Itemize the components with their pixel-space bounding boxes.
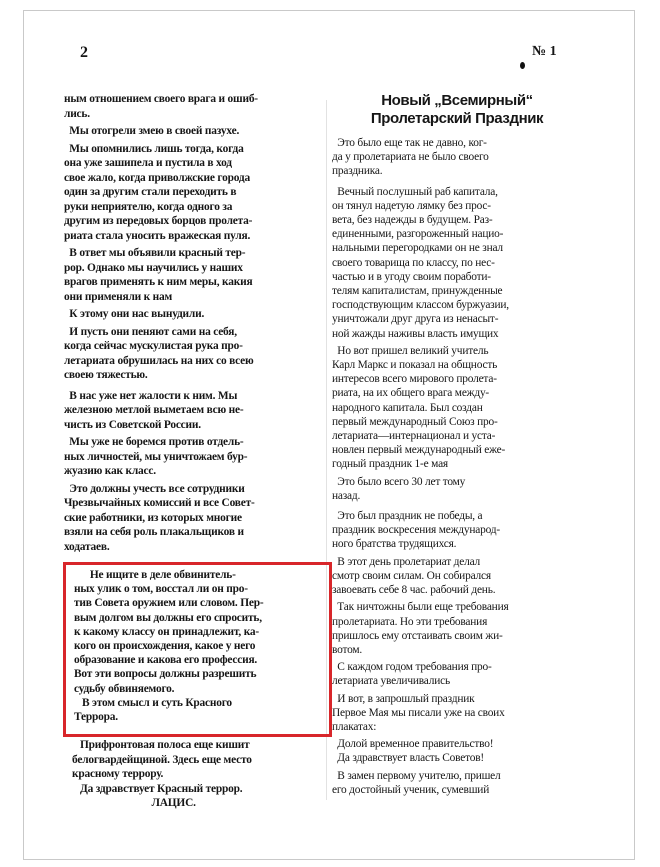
right-paragraph-9: И вот, в запрошлый праздник Первое Мая мы писали уже на своих плакатах: (332, 692, 505, 733)
right-paragraph-1: Это было еще так не давно, ког- да у пролетариата не было своего праздника. (332, 137, 489, 178)
left-closing: Прифронтовая полоса еще кишит белогвардейщиной. Здесь еще место красному террору. Да здравствует Красный террор. ЛАЦИС. (72, 739, 252, 809)
right-paragraph-3: Но вот пришел великий учитель Карл Маркс и показал на общность интересов всего мирового пролета- риата, на их общего врага между- народного капитала. Был создан первый международный Союз про- летариата—интернационал и уста- новлен первый международный еже- годный праздник 1-е мая (332, 344, 506, 471)
right-paragraph-4: Это было всего 30 лет тому назад. (332, 475, 466, 502)
left-paragraph-4: В ответ мы объявили красный тер- рор. Однако мы научились у наших врагов применять к ним меры, какия они применяли к нам (64, 247, 253, 303)
left-paragraph-8: Мы уже не боремся против отдель- ных личностей, мы уничтожаем бур- жуазию как класс. (64, 436, 248, 477)
page-number: 2 (80, 44, 88, 61)
article-title: Новый „Всемирный“ Пролетарский Праздник (370, 92, 544, 127)
ink-blot (520, 62, 525, 69)
highlighted-quote: Не ищите в деле обвинитель- ных улик о том, восстал ли он про- тив Совета оружием или словом. Пер- вым долгом вы должны его спросить, к какому классу он принадлежит, ка- кого он происхождения, какое у него образование и какова его профессия. Вот эти вопросы должны разрешить судьбу обвиняемого. В этом смысл и суть Красного Террора. (74, 569, 264, 724)
issue-number: № 1 (532, 44, 557, 59)
right-column (332, 92, 582, 797)
right-paragraph-5: Это был праздник не победы, а праздник воскресения международ- ного братства трудящихся. (332, 510, 500, 551)
left-paragraph-3: Мы опомнились лишь тогда, когда она уже зашипела и пустила в ход свое жало, когда приволжские города один за другим стали переходить в руки неприятелю, когда одного за другим из передовых борцов пролета- риата стала уносить вражеская пуля. (64, 142, 253, 242)
right-paragraph-11: В замен первому учителю, пришел его достойный ученик, сумевший (332, 769, 501, 796)
left-paragraph-5: К этому они нас вынудили. (64, 308, 205, 320)
left-paragraph-9: Это должны учесть все сотрудники Чрезвычайных комиссий и все Совет- ские работники, из которых многие взяли на себя роль плакальщиков и ходатаев. (64, 482, 255, 553)
right-paragraph-2: Вечный послушный раб капитала, он тянул надетую лямку без прос- вета, без надежды в будущем. Раз- единенными, разгороженный нацио- нальными перегородками он не знал своего товарища по классу, по нес- частью и в угоду своим поработи- телям капиталистам, принужденные господствующим классом буржуазии, уничтожали друг друга из ненасыт- ной жажды наживы власть имущих (332, 185, 509, 340)
right-paragraph-6: В этот день пролетариат делал смотр своим силам. Он собирался завоевать себе 8 час. рабочий день. (332, 555, 496, 597)
left-paragraph-1: ным отношением своего врага и ошиб- лись. (64, 93, 258, 120)
right-paragraph-10: Долой временное правительство! Да здравствует власть Советов! (337, 738, 494, 765)
right-paragraph-7: Так ничтожны были еще требования пролетариата. Но эти требования пришлось ему отстаивать своим жи- вотом. (332, 601, 509, 656)
right-paragraph-8: С каждом годом требования про- летариата увеличивались (332, 661, 492, 688)
left-paragraph-2: Мы отогрели змею в своей пазухе. (64, 125, 240, 137)
left-paragraph-7: В нас уже нет жалости к ним. Мы железною метлой выметаем всю не- чисть из Советской России. (64, 389, 244, 431)
left-paragraph-6: И пусть они пеняют сами на себя, когда сейчас мускулистая рука про- летариата обрушилась на них со всею своею тяжестью. (64, 325, 254, 381)
left-column (64, 92, 324, 554)
